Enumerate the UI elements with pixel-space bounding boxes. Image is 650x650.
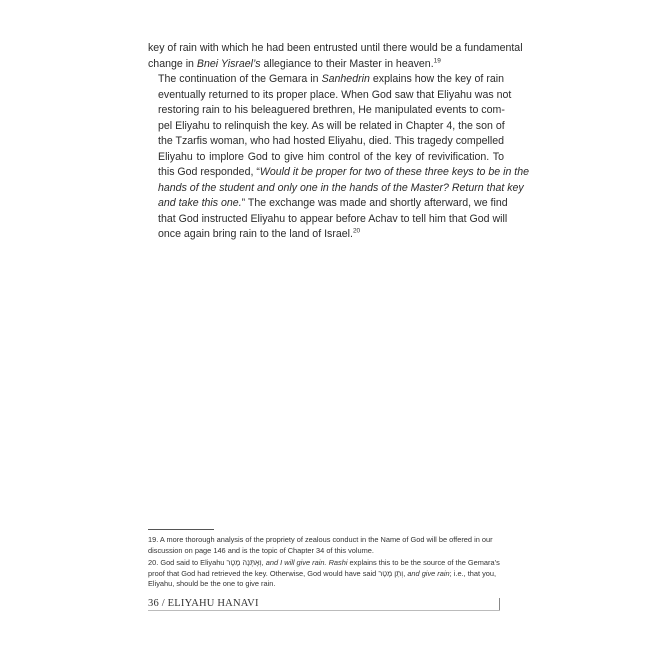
footer-divider-vertical (499, 598, 500, 610)
paragraph-1 (148, 41, 523, 72)
running-footer: 36 / ELIYAHU HANAVI (148, 598, 259, 609)
footnote-20: 20. God said to Eliyahu וְאֶתְּנָה מָטָר, and I will give rain. Rashi explains this to be the source of the Gemara’s proof that God had retrieved the key. Otherwise, God would have said וְתֵן מָטָר, and give rain; i.e., that you, Eliyahu, should be the one to give rain. (148, 558, 500, 589)
text-line: this God responded, “Would it be proper for two of these three keys to be in the (158, 166, 530, 178)
main-text (148, 41, 530, 243)
hebrew-text: וְתֵן מָטָר (378, 568, 404, 578)
text-line: eventually returned to its proper place. When God saw that Eliyahu was not (158, 88, 512, 101)
footnote-ref-19: 19 (433, 56, 441, 64)
hebrew-text: וְאֶתְּנָה מָטָר (226, 558, 262, 568)
text-line: once again bring rain to the land of Israel.$^{20}$ (158, 227, 361, 240)
text-line: key of rain with which he had been entrusted until there would be a fundamental (148, 42, 523, 54)
text-line: pel Eliyahu to relinquish the key. As will be related in Chapter 4, the son of (158, 119, 505, 132)
footer-divider (148, 610, 500, 611)
text-line: Eliyahu to implore God to give him control of the key of revivification. To (158, 150, 504, 163)
footnotes (148, 535, 504, 592)
paragraph-2 (148, 72, 530, 243)
footnote-divider (148, 529, 214, 530)
text-line: hands of the student and only one in the hands of the Master? Return that key (158, 181, 524, 194)
footnote-19: 19. A more thorough analysis of the propriety of zealous conduct in the Name of God will be offered in our discussion on page 146 and is the topic of Chapter 34 of this volume. (148, 535, 493, 555)
footnote-ref-20: 20 (352, 227, 361, 235)
text-line: the Tzarfis woman, who had hosted Eliyahu, died. This tragedy compelled (158, 135, 504, 147)
text-line: restoring rain to his beleaguered brethren, He manipulated events to com- (158, 104, 505, 116)
text-line: and take this one.” The exchange was made and shortly afterward, we find (158, 197, 508, 209)
text-line: The continuation of the Gemara in Sanhedrin explains how the key of rain (158, 73, 504, 85)
text-line: change in Bnei Yisrael’s allegiance to their Master in heaven.$^{19}$ (148, 56, 441, 70)
text-line: that God instructed Eliyahu to appear before Achav to tell him that God will (158, 212, 508, 225)
